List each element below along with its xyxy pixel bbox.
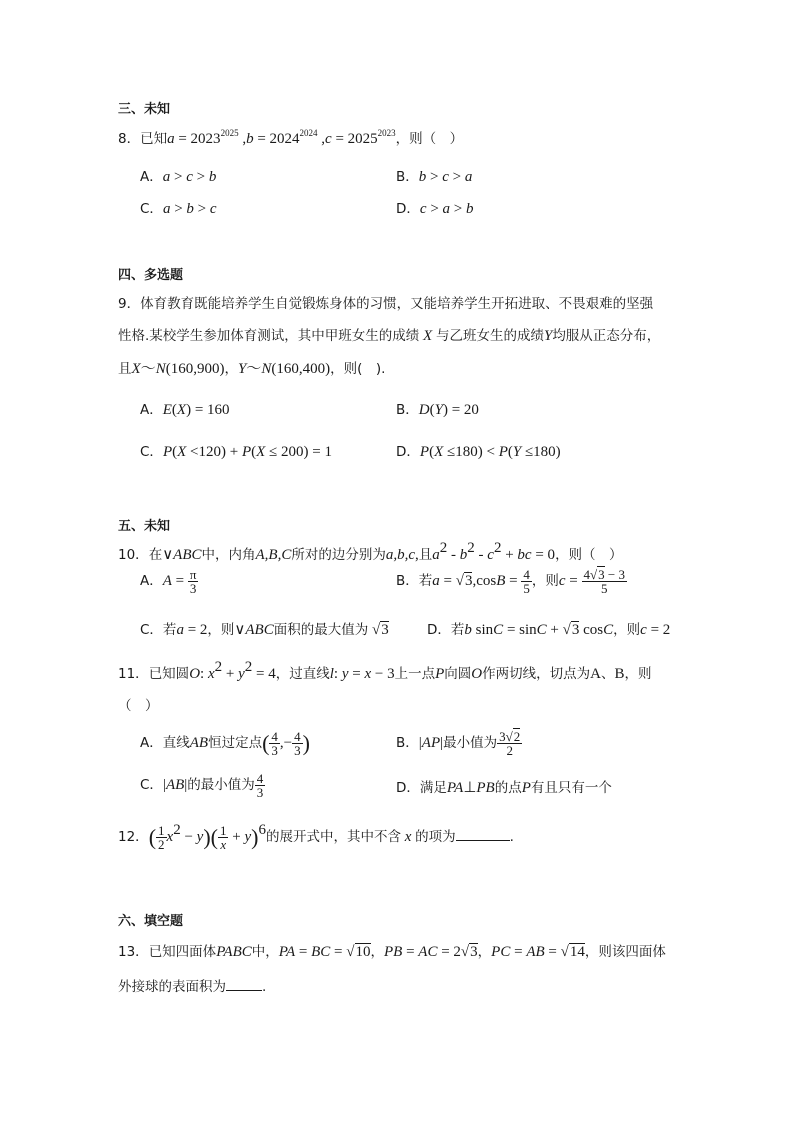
q11-option-c[interactable]: C．|AB|的最小值为 $\frac{4}{3}$ [140,771,264,800]
question-12: 12．( $\frac{1}{2}$ $x^2 - y$)( $\frac{1}{x}$ + y)$^6$的展开式中，其中不含 x 的项为 . [118,822,514,852]
question-11: 11．已知圆O: $x^2 + y^2 = 4$，过直线l: y = x − 3上一点P向圆O作两切线，切点为A、B，则 [118,659,652,682]
q10-option-a[interactable]: A．A = $\frac{\pi}{3}$ [140,567,197,596]
q8-option-b[interactable]: B．b > c > a [396,169,473,185]
q10-option-c[interactable]: C．若a = 2，则∨ABC面积的最大值为 √3 [140,622,389,638]
answer-blank-13[interactable] [226,978,262,991]
answer-blank-12[interactable] [456,828,510,841]
section-heading-3: 三、未知 [118,102,171,117]
q10-option-b[interactable]: B．若a = √3,cosB = $\frac{4}{5}$ ，则c = $\frac{4√3 - 3}{5}$ [396,567,625,596]
q11-option-a[interactable]: A．直线AB恒过定点( $\frac{4}{3}$ ,− $\frac{4}{3}$ ) [140,729,310,758]
section-heading-6: 六、填空题 [118,914,184,929]
question-9-line-3: 且X～N(160,900)，Y～N(160,400)，则( ). [118,361,386,377]
question-9-line-1: 9．体育教育既能培养学生自觉锻炼身体的习惯，又能培养学生开拓进取、不畏艰难的坚强 [118,296,654,312]
q9-option-a[interactable]: A．E(X) = 160 [140,402,230,418]
q8-option-d[interactable]: D．c > a > b [396,201,474,217]
q9-option-b[interactable]: B．D(Y) = 20 [396,402,479,418]
section-heading-5: 五、未知 [118,519,171,534]
q8-option-a[interactable]: A．a > c > b [140,169,217,185]
q10-option-d[interactable]: D．若b sinC = sinC + √3 cosC，则c = 2 [427,622,671,638]
question-8: 8．已知$a = 2023^{2025}$ $,b = 2024^{2024}$ $,c = 2025^{2023}$，则（ ） [118,128,464,147]
q11-option-b[interactable]: B．|AP|最小值为 $\frac{3√2}{2}$ [396,729,521,758]
q8-option-c[interactable]: C．a > b > c [140,201,217,217]
section-heading-4: 四、多选题 [118,268,184,283]
q9-option-c[interactable]: C．P(X <120) + P(X ≤ 200) = 1 [140,444,332,460]
question-11-paren: （ ） [118,698,159,714]
question-13-line-1: 13．已知四面体PABC中，PA = BC = √10，PB = AC = 2√3，PC = AB = √14，则该四面体 [118,944,666,960]
question-13-line-2: 外接球的表面积为 . [118,979,267,995]
q9-option-d[interactable]: D．P(X ≤180) < P(Y ≤180) [396,444,561,460]
question-9-line-2: 性格.某校学生参加体育测试，其中甲班女生的成绩 X 与乙班女生的成绩Y均服从正态分布， [118,328,661,344]
q11-option-d[interactable]: D．满足PA⊥PB的点P有且只有一个 [396,780,612,796]
question-10: 10．在∨ABC中，内角A,B,C所对的边分别为a,b,c,且$a^2 - b^2 - c^2$ + bc = 0，则（ ） [118,540,623,563]
